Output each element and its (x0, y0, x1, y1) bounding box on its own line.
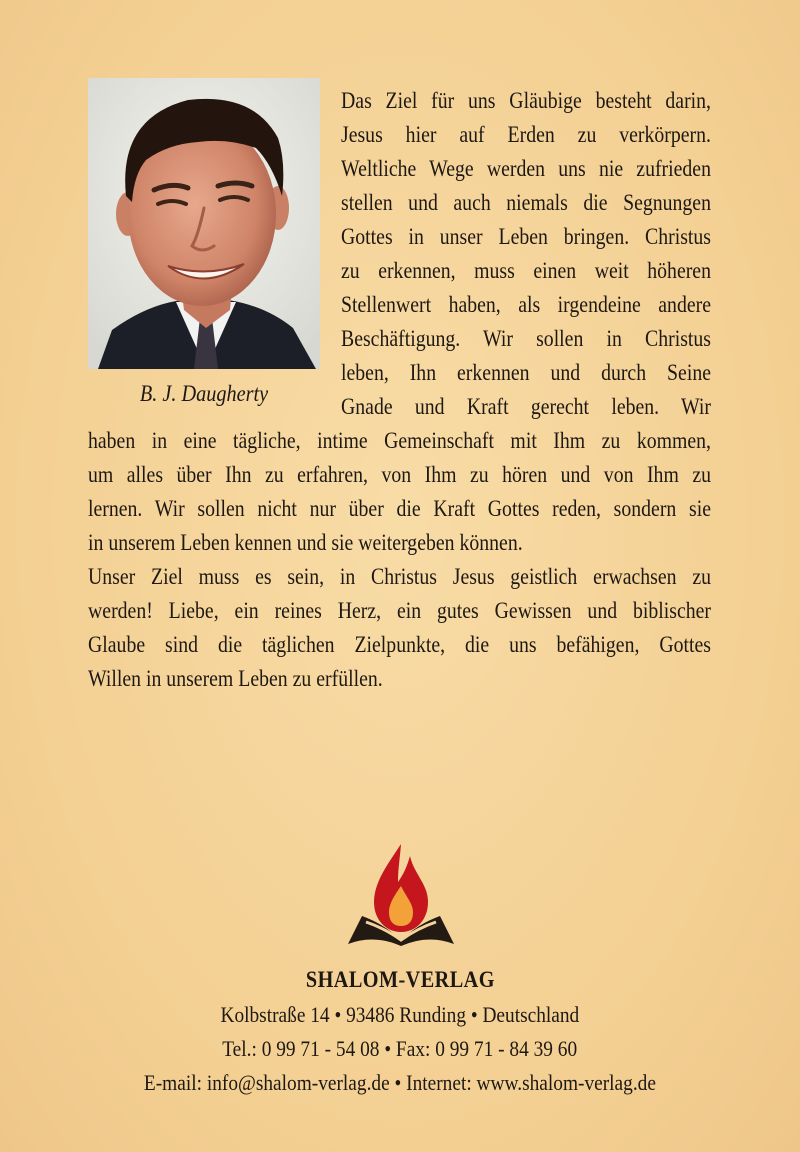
body-line: Weltliche Wege werden uns nie zufrieden (341, 156, 711, 181)
author-caption: B. J. Daugherty (139, 381, 269, 406)
body-line: Jesus hier auf Erden zu verkörpern. (341, 122, 711, 147)
publisher-email-web: E-mail: info@shalom-verlag.de • Internet: www.shalom-verlag.de (143, 1070, 657, 1095)
body-line: um alles über Ihn zu erfahren, von Ihm zu hören und von Ihm zu (88, 462, 711, 487)
publisher-address: Kolbstraße 14 • 93486 Runding • Deutschland (220, 1002, 580, 1027)
body-line: Willen in unserem Leben zu erfüllen. (88, 666, 383, 691)
body-line: lernen. Wir sollen nicht nur über die Kraft Gottes reden, sondern sie (88, 496, 711, 521)
publisher-phone-fax: Tel.: 0 99 71 - 54 08 • Fax: 0 99 71 - 84 39 60 (222, 1036, 578, 1061)
body-line: haben in eine tägliche, intime Gemeinschaft mit Ihm zu kommen, (88, 428, 711, 453)
body-line: Unser Ziel muss es sein, in Christus Jesus geistlich erwachsen zu (88, 564, 711, 589)
body-line: Glaube sind die täglichen Zielpunkte, die uns befähigen, Gottes (88, 632, 711, 657)
flame-over-open-book-icon (344, 840, 458, 950)
publisher-name: SHALOM-VERLAG (305, 967, 495, 992)
body-line: in unserem Leben kennen und sie weitergeben können. (88, 530, 523, 555)
body-line: Gnade und Kraft gerecht leben. Wir (341, 394, 711, 419)
body-line: leben, Ihn erkennen und durch Seine (341, 360, 711, 385)
body-line: werden! Liebe, ein reines Herz, ein gutes Gewissen und biblischer (88, 598, 711, 623)
body-line: Das Ziel für uns Gläubige besteht darin, (341, 88, 711, 113)
body-line: Beschäftigung. Wir sollen in Christus (341, 326, 711, 351)
body-line: zu erkennen, muss einen weit höheren (341, 258, 711, 283)
body-line: Gottes in unser Leben bringen. Christus (341, 224, 711, 249)
body-line: Stellenwert haben, als irgendeine andere (341, 292, 711, 317)
body-line: stellen und auch niemals die Segnungen (341, 190, 711, 215)
